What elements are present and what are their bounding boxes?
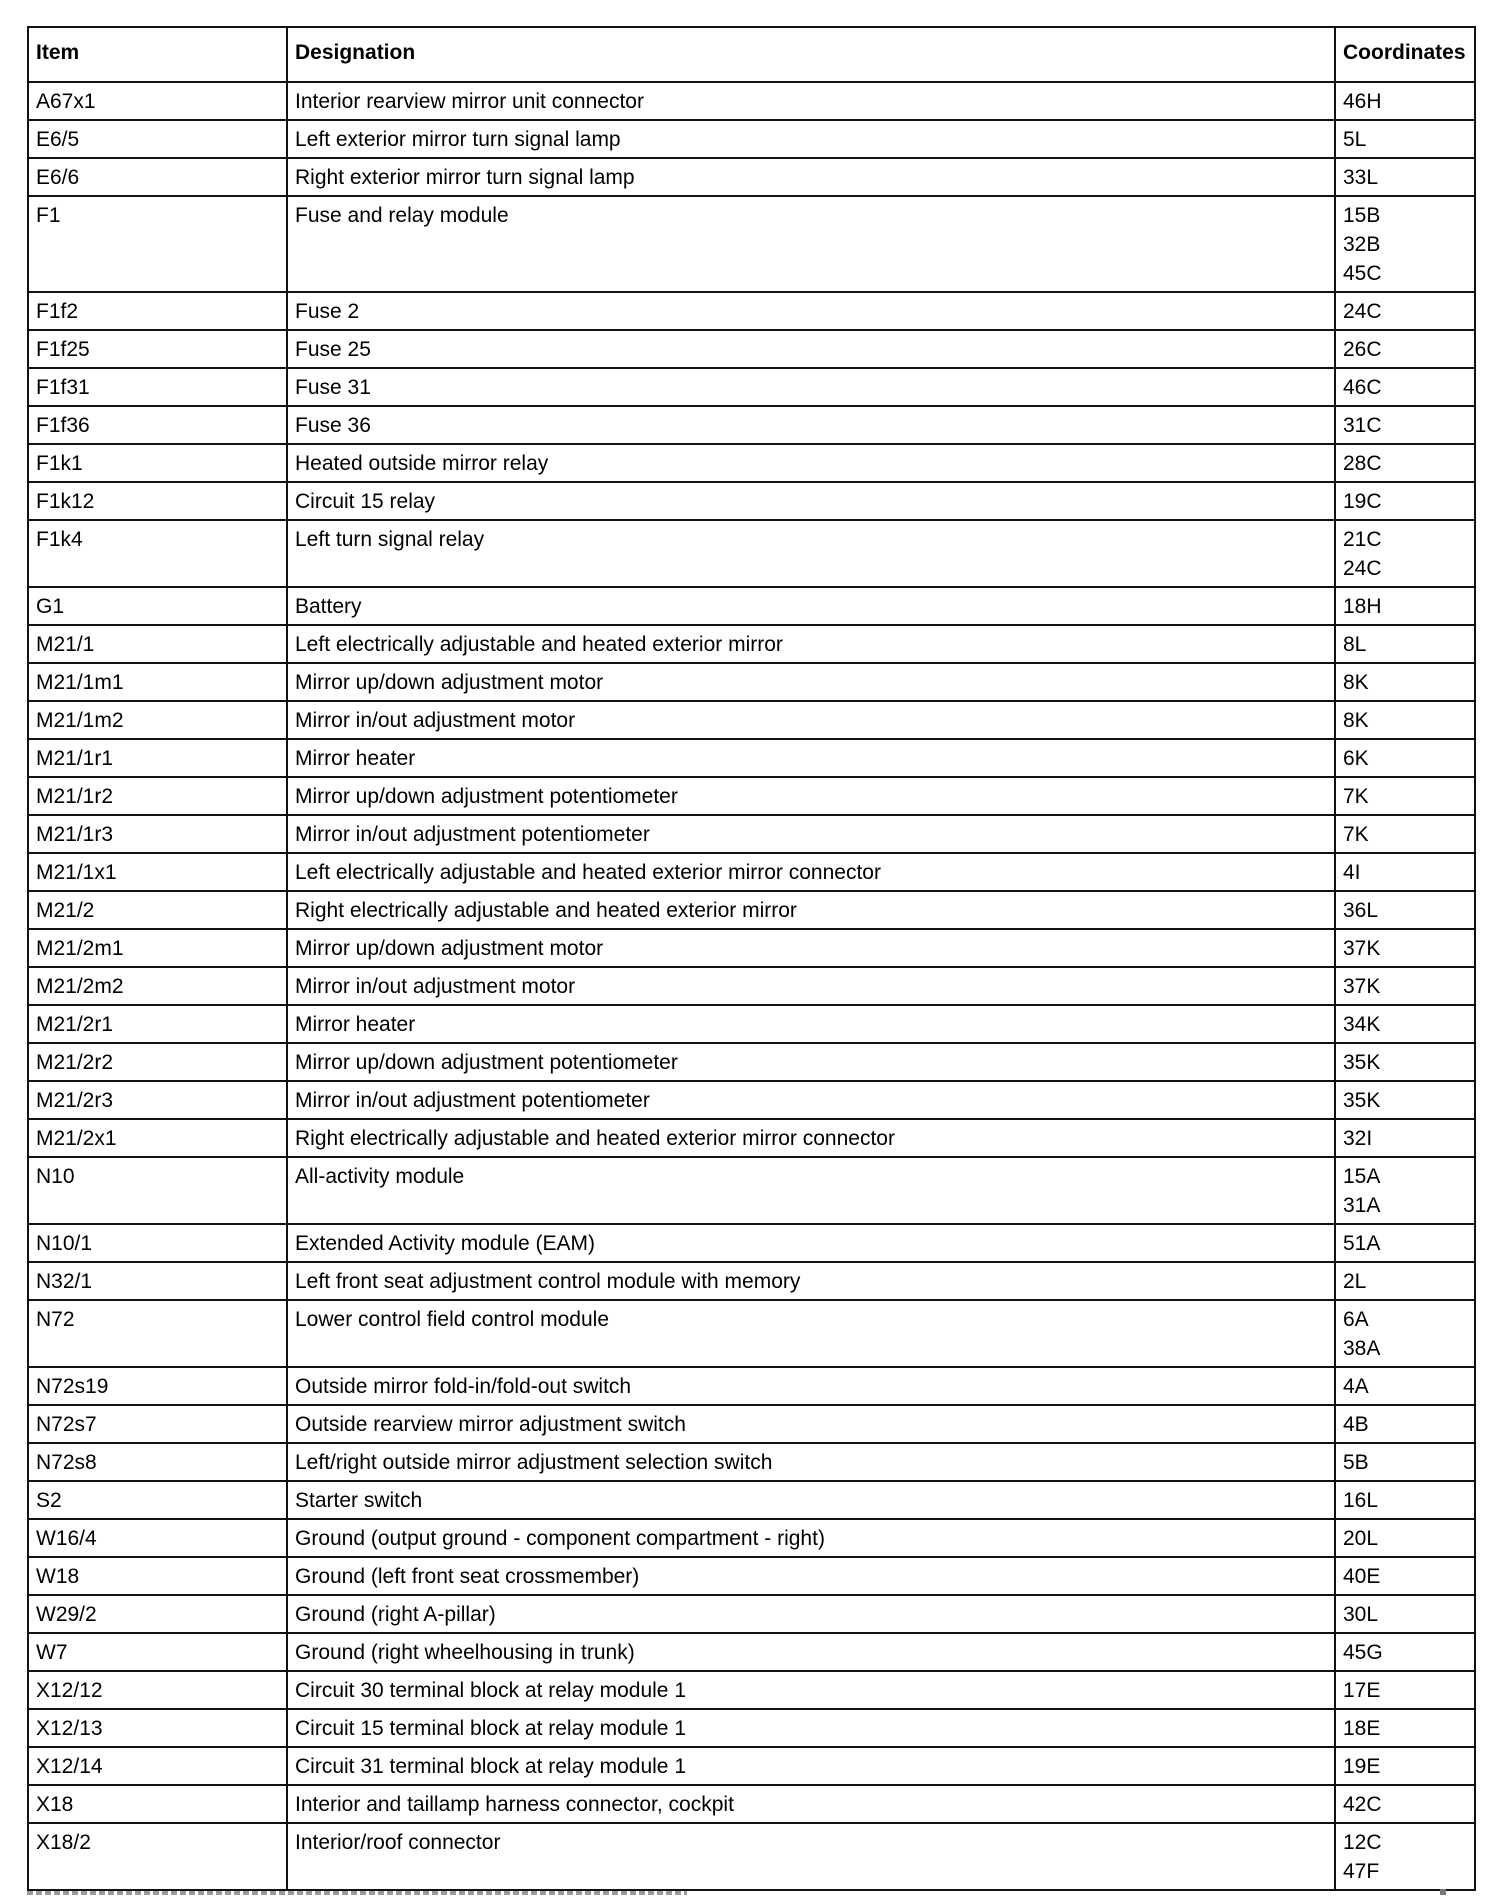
designation-cell: Left turn signal relay — [287, 520, 1335, 587]
item-cell: M21/1m1 — [28, 663, 287, 701]
coordinates-cell — [1335, 853, 1475, 891]
coordinates-cell — [1335, 1633, 1475, 1671]
coordinates-cell — [1335, 663, 1475, 701]
item-cell: M21/1m2 — [28, 701, 287, 739]
table-row — [28, 663, 1475, 701]
coordinate-value: 7K — [1343, 823, 1369, 846]
item-cell: M21/2r2 — [28, 1043, 287, 1081]
table-row — [28, 1157, 1475, 1224]
designation-cell: Extended Activity module (EAM) — [287, 1224, 1335, 1262]
coordinate-value: 6A — [1343, 1308, 1369, 1331]
table-row — [28, 1709, 1475, 1747]
designation-cell: Ground (right A-pillar) — [287, 1595, 1335, 1633]
coordinates-cell — [1335, 482, 1475, 520]
item-cell: S2 — [28, 1481, 287, 1519]
coordinates-cell — [1335, 1557, 1475, 1595]
table-row — [28, 482, 1475, 520]
table-row — [28, 330, 1475, 368]
item-cell: N72s7 — [28, 1405, 287, 1443]
item-cell: F1f36 — [28, 406, 287, 444]
item-cell: F1f31 — [28, 368, 287, 406]
component-locator-table — [27, 26, 1476, 1891]
coordinate-value: 30L — [1343, 1603, 1379, 1626]
item-cell: E6/6 — [28, 158, 287, 196]
designation-cell: Fuse 36 — [287, 406, 1335, 444]
coordinate-value: 18H — [1343, 595, 1382, 618]
coordinate-value: 24C — [1343, 300, 1382, 323]
item-cell: N10 — [28, 1157, 287, 1224]
coordinate-value: 4A — [1343, 1375, 1369, 1398]
coordinate-value: 38A — [1343, 1337, 1381, 1360]
item-cell: N72 — [28, 1300, 287, 1367]
table-row — [28, 929, 1475, 967]
item-cell: G1 — [28, 587, 287, 625]
coordinate-value: 8K — [1343, 671, 1369, 694]
coordinates-cell — [1335, 1157, 1475, 1224]
table-row — [28, 292, 1475, 330]
coordinates-cell — [1335, 625, 1475, 663]
coordinate-value: 45C — [1343, 262, 1382, 285]
coordinates-cell — [1335, 891, 1475, 929]
designation-cell: Interior and taillamp harness connector, cockpit — [287, 1785, 1335, 1823]
coordinates-cell — [1335, 1709, 1475, 1747]
table-row — [28, 1367, 1475, 1405]
table-row — [28, 1519, 1475, 1557]
designation-cell: Starter switch — [287, 1481, 1335, 1519]
designation-cell: Circuit 15 terminal block at relay module 1 — [287, 1709, 1335, 1747]
coordinate-value: 5L — [1343, 128, 1367, 151]
coordinate-value: 37K — [1343, 937, 1381, 960]
item-cell: F1k1 — [28, 444, 287, 482]
item-cell: M21/2x1 — [28, 1119, 287, 1157]
designation-cell: Left exterior mirror turn signal lamp — [287, 120, 1335, 158]
coordinate-value: 26C — [1343, 338, 1382, 361]
coordinate-value: 45G — [1343, 1641, 1383, 1664]
coordinate-value: 34K — [1343, 1013, 1381, 1036]
coordinate-value: 21C — [1343, 528, 1382, 551]
item-cell: X12/14 — [28, 1747, 287, 1785]
coordinates-cell — [1335, 1081, 1475, 1119]
item-cell: W7 — [28, 1633, 287, 1671]
coordinates-cell — [1335, 444, 1475, 482]
table-row — [28, 1300, 1475, 1367]
coordinate-value: 32B — [1343, 233, 1381, 256]
table-row — [28, 368, 1475, 406]
item-cell: W29/2 — [28, 1595, 287, 1633]
item-cell: F1k4 — [28, 520, 287, 587]
coordinate-value: 37K — [1343, 975, 1381, 998]
designation-cell: Interior/roof connector — [287, 1823, 1335, 1890]
designation-cell: Right electrically adjustable and heated exterior mirror connector — [287, 1119, 1335, 1157]
designation-cell: Circuit 15 relay — [287, 482, 1335, 520]
item-cell: F1 — [28, 196, 287, 292]
item-cell: N72s8 — [28, 1443, 287, 1481]
coordinate-value: 4B — [1343, 1413, 1369, 1436]
coordinates-cell — [1335, 1119, 1475, 1157]
coordinate-value: 8K — [1343, 709, 1369, 732]
coordinates-cell — [1335, 1405, 1475, 1443]
coordinates-cell — [1335, 1367, 1475, 1405]
table-row — [28, 1443, 1475, 1481]
item-cell: N72s19 — [28, 1367, 287, 1405]
designation-cell: Ground (left front seat crossmember) — [287, 1557, 1335, 1595]
designation-cell: Mirror in/out adjustment potentiometer — [287, 815, 1335, 853]
coordinate-value: 24C — [1343, 557, 1382, 580]
table-row — [28, 1785, 1475, 1823]
footer-faint-text-strip — [27, 1891, 687, 1895]
coordinates-cell — [1335, 1043, 1475, 1081]
coordinate-value: 4I — [1343, 861, 1361, 884]
coordinates-cell — [1335, 196, 1475, 292]
item-cell: X18/2 — [28, 1823, 287, 1890]
table-row — [28, 1595, 1475, 1633]
coordinate-value: 5B — [1343, 1451, 1369, 1474]
designation-cell: Mirror up/down adjustment potentiometer — [287, 1043, 1335, 1081]
coordinates-cell — [1335, 1747, 1475, 1785]
coordinate-value: 8L — [1343, 633, 1367, 656]
table-row — [28, 120, 1475, 158]
designation-cell: Circuit 31 terminal block at relay module 1 — [287, 1747, 1335, 1785]
item-cell: M21/2m1 — [28, 929, 287, 967]
designation-cell: Left electrically adjustable and heated exterior mirror connector — [287, 853, 1335, 891]
coordinates-cell — [1335, 120, 1475, 158]
column-header-designation: Designation — [287, 27, 1335, 82]
coordinate-value: 40E — [1343, 1565, 1381, 1588]
table-row — [28, 82, 1475, 120]
coordinates-cell — [1335, 82, 1475, 120]
coordinate-value: 33L — [1343, 166, 1379, 189]
item-cell: M21/2m2 — [28, 967, 287, 1005]
coordinates-cell — [1335, 1671, 1475, 1709]
coordinates-cell — [1335, 368, 1475, 406]
item-cell: N32/1 — [28, 1262, 287, 1300]
coordinates-cell — [1335, 777, 1475, 815]
coordinates-cell — [1335, 520, 1475, 587]
item-cell: M21/1r3 — [28, 815, 287, 853]
coordinate-value: 51A — [1343, 1232, 1381, 1255]
item-cell: A67x1 — [28, 82, 287, 120]
coordinates-cell — [1335, 1300, 1475, 1367]
designation-cell: Right electrically adjustable and heated exterior mirror — [287, 891, 1335, 929]
column-header-item: Item — [28, 27, 287, 82]
designation-cell: Battery — [287, 587, 1335, 625]
coordinates-cell — [1335, 1005, 1475, 1043]
coordinate-value: 35K — [1343, 1089, 1381, 1112]
designation-cell: Mirror heater — [287, 739, 1335, 777]
designation-cell: Mirror heater — [287, 1005, 1335, 1043]
designation-cell: Fuse 25 — [287, 330, 1335, 368]
designation-cell: Fuse 31 — [287, 368, 1335, 406]
table-row — [28, 777, 1475, 815]
coordinate-value: 19C — [1343, 490, 1382, 513]
designation-cell: Mirror up/down adjustment potentiometer — [287, 777, 1335, 815]
table-row — [28, 1119, 1475, 1157]
coordinates-cell — [1335, 815, 1475, 853]
designation-cell: Mirror up/down adjustment motor — [287, 663, 1335, 701]
designation-cell: Mirror in/out adjustment motor — [287, 967, 1335, 1005]
coordinate-value: 32I — [1343, 1127, 1373, 1150]
item-cell: M21/2 — [28, 891, 287, 929]
table-row — [28, 1481, 1475, 1519]
coordinates-cell — [1335, 1262, 1475, 1300]
item-cell: N10/1 — [28, 1224, 287, 1262]
coordinates-cell — [1335, 406, 1475, 444]
designation-cell: Mirror up/down adjustment motor — [287, 929, 1335, 967]
table-row — [28, 815, 1475, 853]
coordinates-cell — [1335, 292, 1475, 330]
coordinate-value: 15A — [1343, 1165, 1381, 1188]
coordinates-cell — [1335, 330, 1475, 368]
table-row — [28, 158, 1475, 196]
designation-cell: Ground (right wheelhousing in trunk) — [287, 1633, 1335, 1671]
coordinate-value: 19E — [1343, 1755, 1381, 1778]
coordinates-cell — [1335, 1481, 1475, 1519]
coordinates-cell — [1335, 739, 1475, 777]
coordinate-value: 17E — [1343, 1679, 1381, 1702]
table-row — [28, 853, 1475, 891]
coordinate-value: 7K — [1343, 785, 1369, 808]
coordinate-value: 46C — [1343, 376, 1382, 399]
coordinate-value: 2L — [1343, 1270, 1367, 1293]
table-row — [28, 1262, 1475, 1300]
item-cell: M21/2r3 — [28, 1081, 287, 1119]
item-cell: X18 — [28, 1785, 287, 1823]
coordinate-value: 47F — [1343, 1860, 1380, 1883]
table-row — [28, 1405, 1475, 1443]
component-locator-table-container — [27, 26, 1474, 1891]
table-row — [28, 701, 1475, 739]
table-row — [28, 967, 1475, 1005]
designation-cell: Mirror in/out adjustment motor — [287, 701, 1335, 739]
item-cell: M21/2r1 — [28, 1005, 287, 1043]
designation-cell: Right exterior mirror turn signal lamp — [287, 158, 1335, 196]
designation-cell: Left front seat adjustment control module with memory — [287, 1262, 1335, 1300]
designation-cell: Ground (output ground - component compartment - right) — [287, 1519, 1335, 1557]
coordinates-cell — [1335, 1785, 1475, 1823]
designation-cell: Fuse 2 — [287, 292, 1335, 330]
coordinates-cell — [1335, 1595, 1475, 1633]
table-row — [28, 520, 1475, 587]
table-row — [28, 1005, 1475, 1043]
table-row — [28, 587, 1475, 625]
coordinate-value: 46H — [1343, 90, 1382, 113]
coordinates-cell — [1335, 1224, 1475, 1262]
header-row — [28, 27, 1475, 82]
coordinate-value: 6K — [1343, 747, 1369, 770]
designation-cell: Lower control field control module — [287, 1300, 1335, 1367]
coordinates-cell — [1335, 1823, 1475, 1890]
item-cell: W16/4 — [28, 1519, 287, 1557]
coordinates-cell — [1335, 1519, 1475, 1557]
page-footer-scan-artifact — [27, 1888, 1474, 1898]
coordinate-value: 31C — [1343, 414, 1382, 437]
table-row — [28, 1747, 1475, 1785]
table-row — [28, 625, 1475, 663]
designation-cell: Outside mirror fold-in/fold-out switch — [287, 1367, 1335, 1405]
table-row — [28, 1043, 1475, 1081]
item-cell: M21/1 — [28, 625, 287, 663]
coordinates-cell — [1335, 701, 1475, 739]
coordinate-value: 12C — [1343, 1831, 1382, 1854]
item-cell: X12/13 — [28, 1709, 287, 1747]
table-row — [28, 444, 1475, 482]
item-cell: W18 — [28, 1557, 287, 1595]
designation-cell: Circuit 30 terminal block at relay module 1 — [287, 1671, 1335, 1709]
coordinate-value: 36L — [1343, 899, 1379, 922]
item-cell: X12/12 — [28, 1671, 287, 1709]
coordinates-cell — [1335, 1443, 1475, 1481]
designation-cell: Left electrically adjustable and heated exterior mirror — [287, 625, 1335, 663]
table-body — [28, 82, 1475, 1890]
table-row — [28, 1633, 1475, 1671]
coordinate-value: 28C — [1343, 452, 1382, 475]
coordinates-cell — [1335, 929, 1475, 967]
designation-cell: Left/right outside mirror adjustment selection switch — [287, 1443, 1335, 1481]
table-row — [28, 1081, 1475, 1119]
coordinates-cell — [1335, 587, 1475, 625]
designation-cell: Mirror in/out adjustment potentiometer — [287, 1081, 1335, 1119]
item-cell: E6/5 — [28, 120, 287, 158]
coordinate-value: 35K — [1343, 1051, 1381, 1074]
item-cell: M21/1r1 — [28, 739, 287, 777]
table-row — [28, 1823, 1475, 1890]
table-row — [28, 406, 1475, 444]
designation-cell: Outside rearview mirror adjustment switch — [287, 1405, 1335, 1443]
coordinate-value: 31A — [1343, 1194, 1381, 1217]
table-row — [28, 1671, 1475, 1709]
coordinate-value: 42C — [1343, 1793, 1382, 1816]
table-row — [28, 739, 1475, 777]
coordinate-value: 16L — [1343, 1489, 1379, 1512]
coordinates-cell — [1335, 967, 1475, 1005]
designation-cell: Interior rearview mirror unit connector — [287, 82, 1335, 120]
table-header — [28, 27, 1475, 82]
item-cell: F1k12 — [28, 482, 287, 520]
designation-cell: Fuse and relay module — [287, 196, 1335, 292]
table-row — [28, 891, 1475, 929]
item-cell: M21/1r2 — [28, 777, 287, 815]
coordinate-value: 20L — [1343, 1527, 1379, 1550]
coordinate-value: 15B — [1343, 204, 1381, 227]
table-row — [28, 1557, 1475, 1595]
table-row — [28, 1224, 1475, 1262]
column-header-coordinates: Coordinates — [1335, 27, 1475, 82]
designation-cell: Heated outside mirror relay — [287, 444, 1335, 482]
item-cell: F1f25 — [28, 330, 287, 368]
item-cell: F1f2 — [28, 292, 287, 330]
item-cell: M21/1x1 — [28, 853, 287, 891]
coordinates-cell — [1335, 158, 1475, 196]
table-row — [28, 196, 1475, 292]
designation-cell: All-activity module — [287, 1157, 1335, 1224]
coordinate-value: 18E — [1343, 1717, 1381, 1740]
page-number-mark — [1440, 1889, 1446, 1895]
